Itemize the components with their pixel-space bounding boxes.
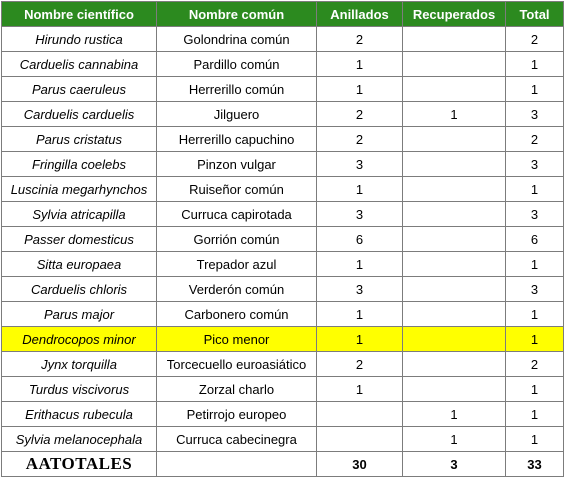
cell-scientific-name: Parus major <box>2 302 157 327</box>
bird-ringing-table <box>1 1 564 477</box>
cell-total: 2 <box>506 127 564 152</box>
cell-total: 1 <box>506 77 564 102</box>
cell-ringed: 2 <box>317 127 403 152</box>
header-ringed: Anillados <box>317 2 403 27</box>
cell-ringed: 1 <box>317 327 403 352</box>
cell-common-name: Curruca capirotada <box>157 202 317 227</box>
table-row <box>2 302 564 327</box>
cell-recovered <box>403 77 506 102</box>
cell-scientific-name: Sylvia atricapilla <box>2 202 157 227</box>
totals-row <box>2 452 564 477</box>
cell-common-name: Petirrojo europeo <box>157 402 317 427</box>
table-row <box>2 127 564 152</box>
table-row <box>2 327 564 352</box>
cell-common-name: Pardillo común <box>157 52 317 77</box>
cell-total: 1 <box>506 302 564 327</box>
cell-recovered: 1 <box>403 102 506 127</box>
cell-common-name: Pico menor <box>157 327 317 352</box>
cell-ringed <box>317 402 403 427</box>
cell-total: 1 <box>506 52 564 77</box>
cell-common-name: Golondrina común <box>157 27 317 52</box>
cell-common-name: Zorzal charlo <box>157 377 317 402</box>
cell-recovered <box>403 227 506 252</box>
cell-common-name: Ruiseñor común <box>157 177 317 202</box>
cell-recovered <box>403 202 506 227</box>
cell-ringed: 1 <box>317 177 403 202</box>
cell-ringed: 2 <box>317 27 403 52</box>
cell-scientific-name: Hirundo rustica <box>2 27 157 52</box>
cell-ringed: 6 <box>317 227 403 252</box>
cell-total: 1 <box>506 427 564 452</box>
cell-common-name: Torcecuello euroasiático <box>157 352 317 377</box>
table-row <box>2 427 564 452</box>
cell-ringed: 2 <box>317 102 403 127</box>
cell-total: 3 <box>506 277 564 302</box>
cell-total: 6 <box>506 227 564 252</box>
header-total: Total <box>506 2 564 27</box>
cell-total: 1 <box>506 327 564 352</box>
totals-ringed: 30 <box>317 452 403 477</box>
cell-scientific-name: Jynx torquilla <box>2 352 157 377</box>
totals-label: AATOTALES <box>2 452 157 477</box>
cell-recovered <box>403 177 506 202</box>
cell-recovered: 1 <box>403 427 506 452</box>
cell-recovered <box>403 127 506 152</box>
cell-total: 1 <box>506 177 564 202</box>
cell-common-name: Carbonero común <box>157 302 317 327</box>
cell-scientific-name: Turdus viscivorus <box>2 377 157 402</box>
cell-recovered <box>403 27 506 52</box>
cell-ringed: 2 <box>317 352 403 377</box>
totals-total: 33 <box>506 452 564 477</box>
cell-common-name: Verderón común <box>157 277 317 302</box>
table-row <box>2 277 564 302</box>
cell-scientific-name: Luscinia megarhynchos <box>2 177 157 202</box>
cell-scientific-name: Parus caeruleus <box>2 77 157 102</box>
cell-scientific-name: Erithacus rubecula <box>2 402 157 427</box>
cell-total: 1 <box>506 252 564 277</box>
cell-ringed: 3 <box>317 202 403 227</box>
cell-total: 1 <box>506 377 564 402</box>
cell-recovered <box>403 352 506 377</box>
cell-common-name: Jilguero <box>157 102 317 127</box>
cell-recovered <box>403 52 506 77</box>
cell-total: 1 <box>506 402 564 427</box>
table-row <box>2 27 564 52</box>
header-scientific-name: Nombre científico <box>2 2 157 27</box>
cell-recovered <box>403 252 506 277</box>
cell-recovered <box>403 152 506 177</box>
table-row <box>2 352 564 377</box>
table-row <box>2 77 564 102</box>
cell-recovered <box>403 277 506 302</box>
cell-ringed: 3 <box>317 277 403 302</box>
cell-ringed: 1 <box>317 377 403 402</box>
totals-recovered: 3 <box>403 452 506 477</box>
cell-scientific-name: Passer domesticus <box>2 227 157 252</box>
cell-recovered <box>403 302 506 327</box>
cell-common-name: Gorrión común <box>157 227 317 252</box>
table-row <box>2 227 564 252</box>
cell-common-name: Curruca cabecinegra <box>157 427 317 452</box>
cell-scientific-name: Sitta europaea <box>2 252 157 277</box>
table-row <box>2 202 564 227</box>
cell-ringed <box>317 427 403 452</box>
cell-total: 3 <box>506 102 564 127</box>
table-row <box>2 177 564 202</box>
cell-common-name: Trepador azul <box>157 252 317 277</box>
cell-scientific-name: Fringilla coelebs <box>2 152 157 177</box>
totals-common-cell <box>157 452 317 477</box>
cell-scientific-name: Sylvia melanocephala <box>2 427 157 452</box>
table-row <box>2 402 564 427</box>
table-row <box>2 52 564 77</box>
table-row <box>2 152 564 177</box>
cell-recovered: 1 <box>403 402 506 427</box>
cell-common-name: Herrerillo común <box>157 77 317 102</box>
cell-total: 3 <box>506 152 564 177</box>
cell-recovered <box>403 377 506 402</box>
header-row <box>2 2 564 27</box>
cell-ringed: 1 <box>317 302 403 327</box>
cell-total: 2 <box>506 352 564 377</box>
cell-scientific-name: Parus cristatus <box>2 127 157 152</box>
table-row <box>2 252 564 277</box>
cell-scientific-name: Carduelis cannabina <box>2 52 157 77</box>
cell-total: 2 <box>506 27 564 52</box>
cell-scientific-name: Carduelis carduelis <box>2 102 157 127</box>
cell-ringed: 3 <box>317 152 403 177</box>
cell-common-name: Herrerillo capuchino <box>157 127 317 152</box>
cell-common-name: Pinzon vulgar <box>157 152 317 177</box>
cell-total: 3 <box>506 202 564 227</box>
table-row <box>2 102 564 127</box>
cell-ringed: 1 <box>317 252 403 277</box>
cell-recovered <box>403 327 506 352</box>
cell-scientific-name: Dendrocopos minor <box>2 327 157 352</box>
header-common-name: Nombre común <box>157 2 317 27</box>
cell-ringed: 1 <box>317 52 403 77</box>
cell-scientific-name: Carduelis chloris <box>2 277 157 302</box>
table-row <box>2 377 564 402</box>
cell-ringed: 1 <box>317 77 403 102</box>
header-recovered: Recuperados <box>403 2 506 27</box>
